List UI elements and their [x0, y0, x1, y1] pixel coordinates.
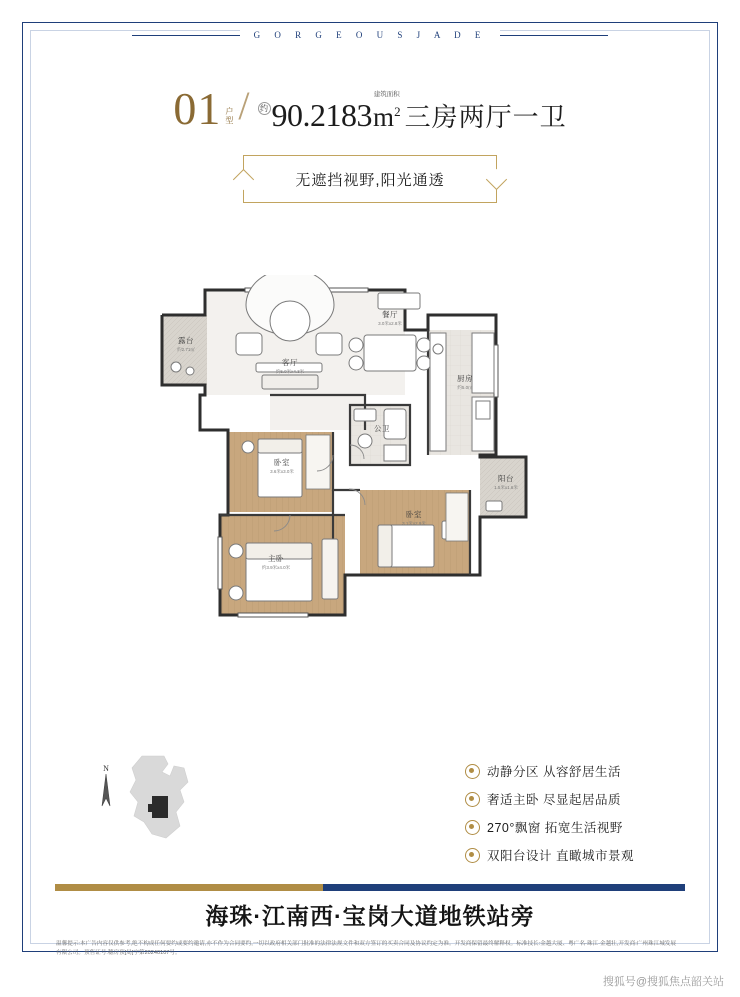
tagline-box: [243, 155, 497, 203]
brand-name: G O R G E O U S J A D E: [240, 30, 501, 40]
footer-title: 海珠·江南西·宝岗大道地铁站旁: [205, 903, 535, 929]
feature-text: 双阳台设计 直瞰城市景观: [487, 849, 634, 863]
brand-header: [0, 30, 740, 40]
approx-mark: 约: [258, 102, 271, 115]
feature-item: [465, 762, 675, 780]
unit-number: 01: [173, 83, 222, 134]
room-config: 三房两厅一卫: [404, 102, 567, 132]
watermark-text: 搜狐号@搜狐焦点韶关站: [602, 976, 724, 988]
bullet-icon: [465, 764, 480, 779]
site-map: [122, 752, 202, 852]
feature-item: [465, 846, 675, 864]
room-label-bath: 公卫: [374, 424, 390, 433]
svg-text:N: N: [103, 764, 109, 773]
area-value: 90.2183: [271, 97, 373, 133]
feature-text: 动静分区 从容舒居生活: [487, 765, 621, 779]
room-label-balcony-2: 阳台 1.5米x1.6米: [494, 474, 518, 490]
area-unit-group: [373, 91, 401, 130]
footer-bar-gold: [55, 884, 323, 891]
floor-plan-drawing: [150, 275, 590, 675]
floor-plan: [150, 275, 590, 675]
title-slash: /: [238, 83, 250, 128]
room-label-bedroom-2: 卧室 3.1米x2.9米: [402, 510, 426, 526]
tagline-text: 无遮挡视野,阳光通透: [289, 169, 450, 190]
room-label-balcony-1: 露台 约2.71㎡: [177, 336, 195, 352]
room-label-master: 主卧 约3.9米x4.0米: [261, 554, 291, 570]
compass-icon: [95, 762, 117, 812]
area-unit: $m^2$: [373, 102, 401, 132]
room-label-dining: 餐厅 3.0米x2.8米: [378, 310, 402, 326]
brand-rule-left: [132, 35, 240, 36]
room-label-kitchen: 厨房 约5.0㎡: [457, 374, 473, 390]
room-label-bedroom-1: 卧室 3.6米x3.0米: [270, 458, 294, 474]
bullet-icon: [465, 848, 480, 863]
page-title: [0, 82, 740, 134]
feature-item: [465, 790, 675, 808]
watermark: [603, 973, 724, 989]
footer-bar-blue: [323, 884, 685, 891]
feature-text: 270°飘窗 拓宽生活视野: [487, 821, 623, 835]
brand-rule-right: [500, 35, 608, 36]
bullet-icon: [465, 792, 480, 807]
disclaimer-text: 温馨提示:本广告内容仅供参考,绝不构成任何要约或要约邀请,亦不作为合同要约,一切以政府相关部门批准的法律法规文件和双方签订的买卖合同及协议约定为准。开发商保留最终解释权。标准技长:金越大厦、粤广名·珠江·金越壮,开发商:广州珠江城发展有限公司。预售证号:穗房预[局]字第20240107号。: [56, 941, 676, 956]
unit-label: 户型: [225, 107, 234, 125]
feature-list: [465, 762, 675, 874]
feature-item: [465, 818, 675, 836]
bullet-icon: [465, 820, 480, 835]
room-label-living: 客厅 约5.0米x4.3米: [275, 358, 305, 374]
area-note: 建筑面积: [373, 91, 400, 98]
feature-text: 奢适主卧 尽显起居品质: [487, 793, 621, 807]
